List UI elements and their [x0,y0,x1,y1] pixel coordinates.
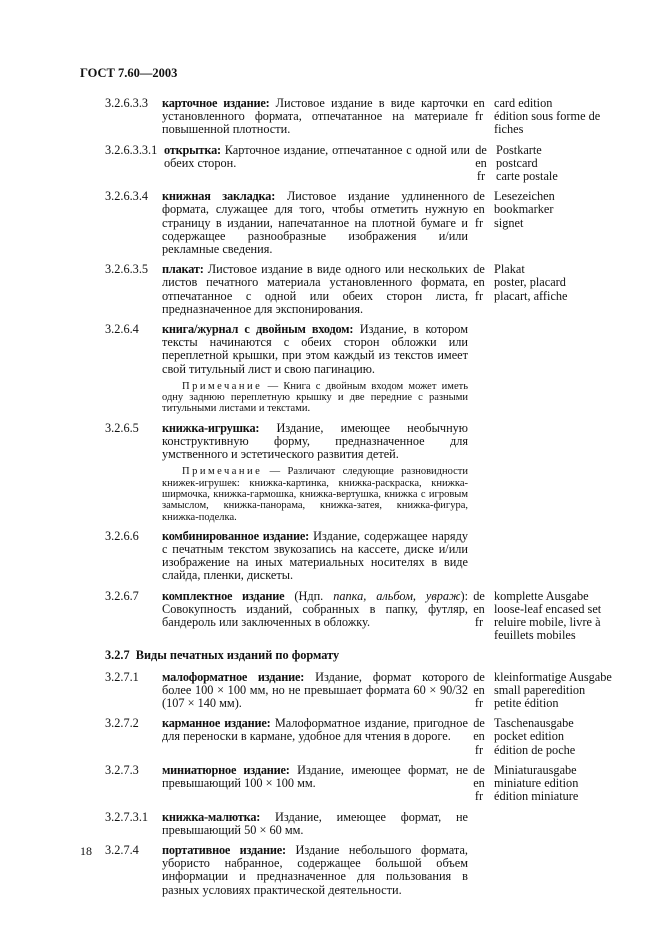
language-code: en [473,776,485,791]
entry-number: 3.2.7.4 [105,842,139,857]
definition-text [162,422,468,462]
definition-text [162,323,468,376]
entry-number: 3.2.6.3.5 [105,262,149,277]
entry-definition [162,844,468,897]
foreign-equivalents [468,717,620,757]
definition-body: Издание, имеющее формат, не превышающий 50 × 60 мм. [162,809,468,837]
entry-definition [162,190,468,256]
language-code: de [473,262,485,277]
foreign-equivalents [468,422,620,523]
entry-definition [162,590,468,643]
foreign-equivalents [468,811,620,837]
term-name: книжка-малютка: [162,809,261,824]
entry-number: 3.2.7.3.1 [105,809,149,824]
language-code: en [475,155,487,170]
definition-body: Листовое издание в виде карточки установленного формата, отпечатанное на материале повышенной плотности. [162,96,468,137]
foreign-equivalent [468,697,620,710]
foreign-equivalents [468,671,620,711]
term-entry [80,671,620,711]
definition-body: Издание, имеющее формат, не превышающий 100 × 100 мм. [162,762,468,791]
language-code: en [473,96,485,110]
section-title: Виды печатных изданий по формату [135,648,340,663]
equivalent-term: édition miniature [494,789,579,804]
language-code: de [473,669,485,684]
language-code: en [473,682,485,697]
definition-body: Издание, содержащее наряду с печатным текстом звукозапись на кассете, диске и/или изображение на иных материальных носителях в виде слайда, пленки, дискеты. [162,528,468,583]
entries-top [80,97,620,642]
language-code: fr [474,696,484,711]
foreign-equivalent [470,170,620,183]
language-code: en [473,601,485,616]
equivalent-term: édition de poche [494,742,576,757]
equivalent-term: komplette Ausgabe [494,588,589,603]
note-text [162,381,468,415]
definition-text [162,671,468,711]
entry-number: 3.2.7.3 [105,762,139,777]
entry-number: 3.2.6.3.4 [105,189,149,204]
note-label: Примечание [182,380,263,392]
language-code: de [473,716,485,731]
entry-definition [162,97,468,137]
entry-definition [162,717,468,757]
term-entry [80,764,620,804]
equivalent-term: édition sous forme de fiches [494,109,601,137]
foreign-equivalents [468,263,620,316]
definition-body: Издание, в котором тексты начинаются с обеих сторон обложки или переплетной крышки, при этом каждый из текстов имеет свой титульный лист и свою пагинацию. [162,322,468,376]
entry-number: 3.2.7.2 [105,716,139,731]
definition-body: Листовое издание в виде одного или нескольких листов печатного материала установленного формата, отпечатанное с одной или обеих сторон листа, предназначенное для экспонирования. [162,262,468,316]
entry-definition [162,422,468,523]
equivalent-term: card edition [494,96,553,110]
foreign-equivalents [468,97,620,137]
definition-text [162,764,468,790]
entry-number: 3.2.6.3.3 [105,96,149,110]
entry-definition [162,671,468,711]
term-name: миниатюрное издание: [162,762,290,777]
foreign-equivalents [468,190,620,256]
term-entry [80,590,620,643]
definition-text [164,144,470,170]
page-number: 18 [80,844,92,858]
definition-text [162,590,468,630]
equivalent-term: petite édition [494,696,559,711]
foreign-equivalent [468,203,620,216]
foreign-equivalent [468,671,620,684]
definition-text [162,530,468,583]
equivalent-term: Postkarte [496,142,542,157]
entry-number: 3.2.6.4 [105,322,139,337]
note-label: Примечание [182,466,263,478]
language-code: fr [474,615,484,630]
foreign-equivalents [468,530,620,583]
note-body: — Различают следующие разновидности книжек-игрушек: книжка-картинка, книжка-раскраска, книжка-ширмочка, книжка-гармошка, книжка-вертушка, книжка с игровым замыслом, книжка-панорама, книжка-затея, книжка-фигура, книжка-поделка. [162,466,468,523]
entry-number: 3.2.6.3.3.1 [105,142,158,157]
entry-definition [162,530,468,583]
term-entry [80,844,620,897]
foreign-equivalents [468,844,620,897]
foreign-equivalent [470,144,620,157]
note-body: — Книга с двойным входом может иметь одну заднюю переплетную крышку и две передние с разными титульными листами и текстами. [162,380,468,415]
foreign-equivalent [468,744,620,757]
term-name: карточное издание: [162,96,270,110]
entry-number: 3.2.7.1 [105,669,139,684]
term-entry [80,263,620,316]
entry-number: 3.2.6.5 [105,420,139,435]
definition-body: Издание, имеющее необычную конструктивную форму, предназначенное для умственного и эстетического развития детей. [162,420,468,462]
entry-number: 3.2.6.7 [105,588,139,603]
term-name: портативное издание: [162,842,286,857]
term-entry [80,144,620,184]
term-name: малоформатное издание: [162,669,305,684]
definition-body: Малоформатное издание, пригодное для переноски в кармане, удобное для чтения в дороге. [162,716,468,744]
term-entry [80,422,620,523]
equivalent-term: loose-leaf encased set [494,601,602,616]
language-code: en [473,729,485,744]
term-name: книжная закладка: [162,189,276,204]
language-code: de [473,588,485,603]
foreign-equivalent [468,590,620,603]
equivalent-term: Miniaturausgabe [494,762,577,777]
definition-body: ): Совокупность изданий, собранных в папку, футляр, бандероль или заключенных в обложку. [162,588,468,630]
definition-body: Листовое издание удлиненного формата, служащее для того, чтобы отметить нужную страницу в издании, напечатанное на плотной бумаге и содержащее разнообразные изображения и/или рекламные сведения. [162,189,468,257]
definition-text [162,717,468,743]
equivalent-term: Lesezeichen [494,189,555,204]
deprecated-terms: папка, альбом, увраж [333,588,461,603]
foreign-equivalent [468,217,620,230]
definition-text [162,97,468,137]
term-aside: (Ндп. [284,588,334,603]
section-number: 3.2.7 [105,648,130,663]
page-header: ГОСТ 7.60—2003 [80,66,178,80]
language-code: de [473,762,485,777]
term-name: открытка: [164,142,221,157]
foreign-equivalent [468,730,620,743]
term-entry [80,530,620,583]
definition-body: Издание небольшого формата, убористо набранное, содержащее большой объем информации и предназначенное для пользования в разных условиях практической деятельности. [162,842,468,897]
language-code: fr [474,789,484,804]
term-name: комплектное издание [162,588,285,603]
term-name: книга/журнал с двойным входом: [162,322,354,337]
entry-definition [162,323,468,415]
entry-number: 3.2.6.6 [105,528,139,543]
content [80,97,620,904]
foreign-equivalents [468,323,620,415]
language-code: fr [474,109,484,124]
language-code: fr [474,742,484,757]
entry-definition [164,144,470,184]
language-code: fr [474,288,484,303]
foreign-equivalent [468,616,620,642]
equivalent-term: postcard [496,155,538,170]
definition-text [162,263,468,316]
term-entry [80,717,620,757]
entry-definition [162,263,468,316]
equivalent-term: pocket edition [494,729,565,744]
language-code: en [473,202,485,217]
equivalent-term: carte postale [496,169,558,184]
equivalent-term: kleinformatige Ausgabe [494,669,612,684]
equivalent-term: miniature edition [494,776,579,791]
equivalent-term: signet [494,215,524,230]
language-code: fr [474,215,484,230]
term-name: карманное издание: [162,716,271,731]
foreign-equivalent [468,110,620,136]
equivalent-term: bookmarker [494,202,554,217]
definition-body: Карточное издание, отпечатанное с одной или обеих сторон. [164,142,470,170]
entry-definition [162,764,468,804]
language-code: de [475,142,487,157]
term-entry [80,97,620,137]
term-entry [80,323,620,415]
foreign-equivalent [468,790,620,803]
equivalent-term: Taschenausgabe [494,716,574,731]
language-code: de [473,189,485,204]
equivalent-term: small paperedition [494,682,586,697]
foreign-equivalents [468,764,620,804]
equivalent-term: Plakat [494,262,525,277]
term-name: плакат: [162,262,204,277]
entries-bottom [80,671,620,897]
entry-definition [162,811,468,837]
section-heading [80,649,620,662]
equivalent-term: reluire mobile, livre à feuillets mobiles [494,615,601,643]
note-text [162,466,468,522]
term-name: комбинированное издание: [162,528,310,543]
definition-text [162,811,468,837]
term-name: книжка-игрушка: [162,420,260,435]
equivalent-term: placart, affiche [494,288,568,303]
foreign-equivalent [468,290,620,303]
term-entry [80,190,620,256]
language-code: fr [476,169,486,184]
definition-text [162,190,468,256]
foreign-equivalents [468,590,620,643]
term-entry [80,811,620,837]
foreign-equivalent [468,276,620,289]
definition-body: Издание, формат которого более 100 × 100 мм, но не превышает формата 60 × 90/32 (107 × 140 мм). [162,669,468,711]
foreign-equivalents [470,144,620,184]
language-code: en [473,275,485,290]
definition-text [162,844,468,897]
equivalent-term: poster, placard [494,275,566,290]
